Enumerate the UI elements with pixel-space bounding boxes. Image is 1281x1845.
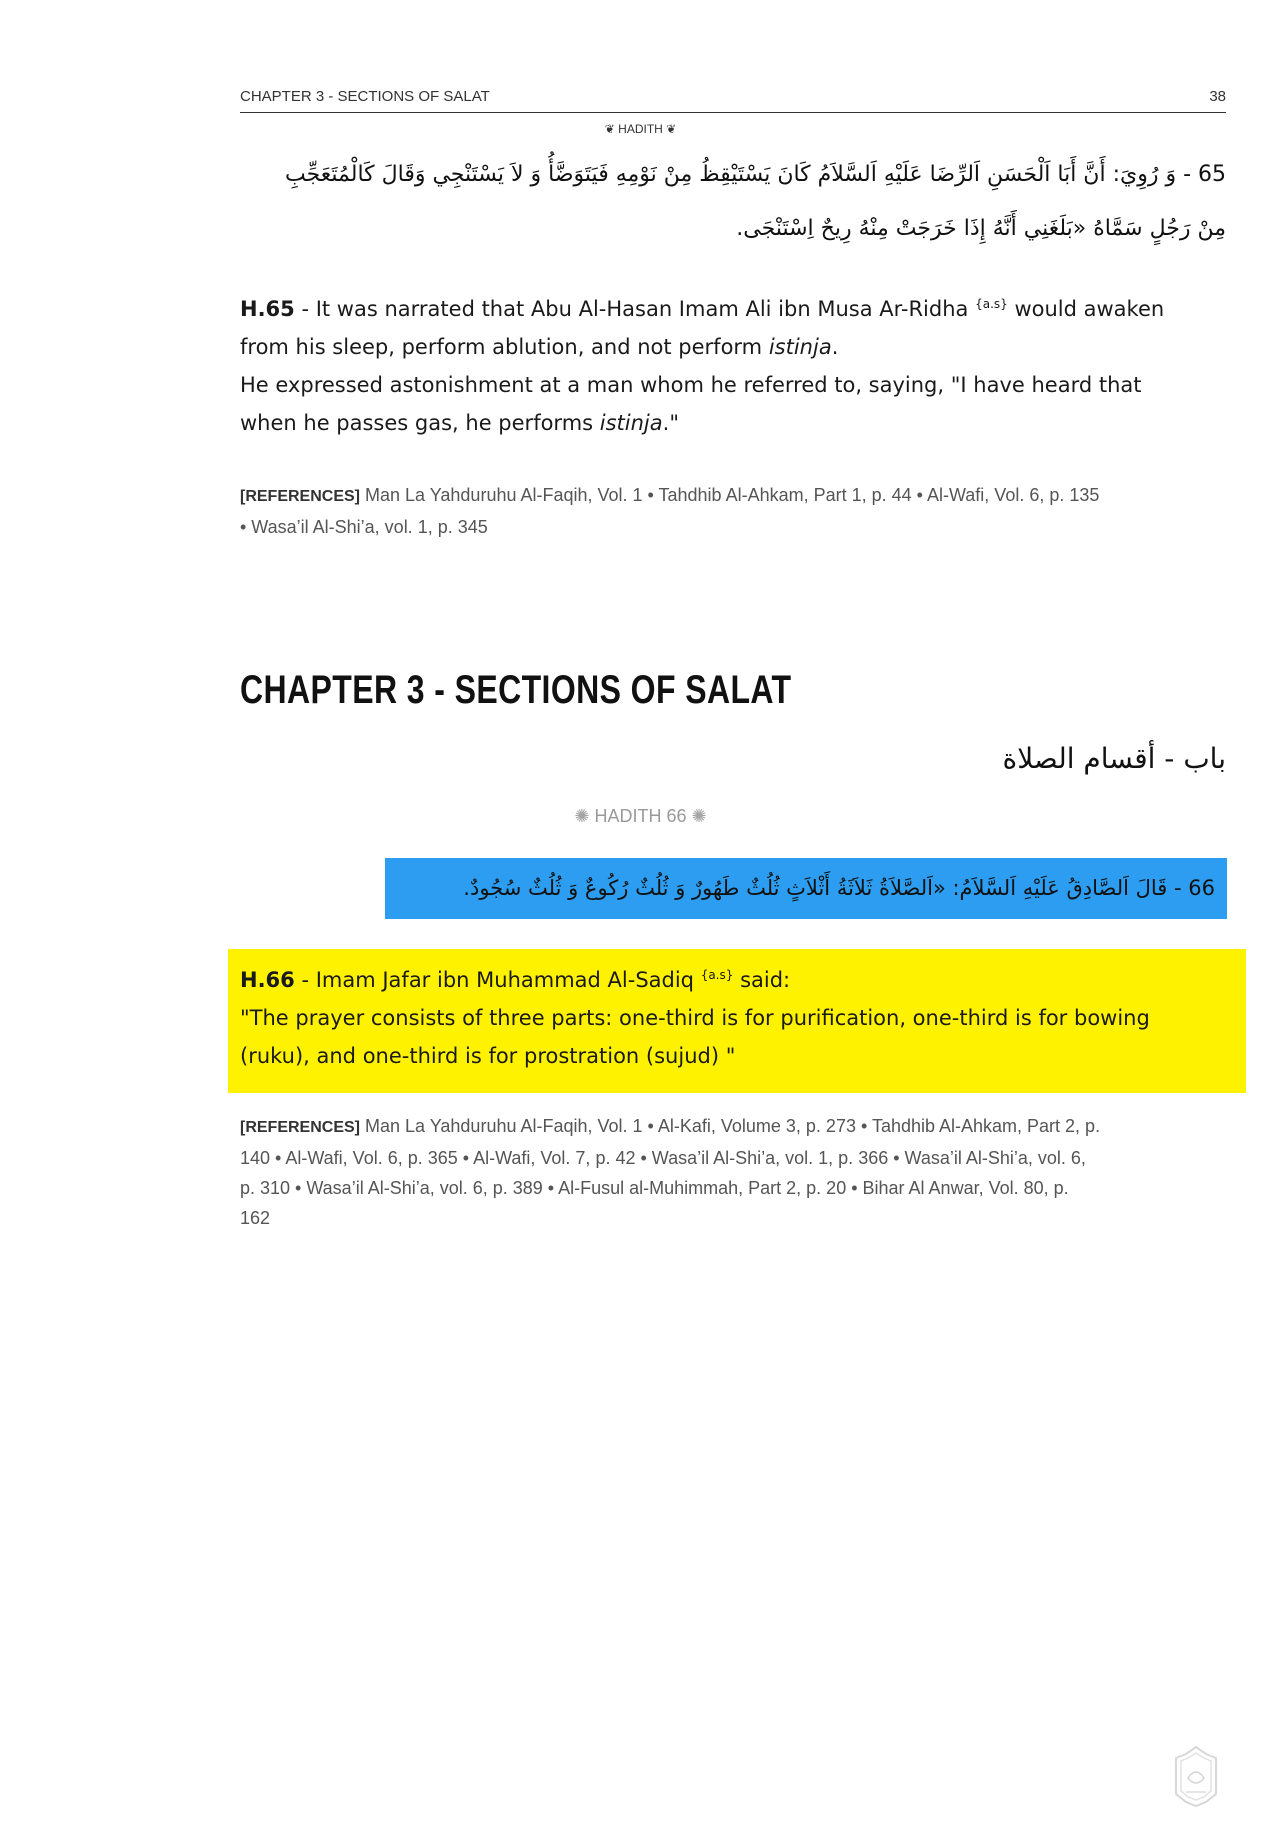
references-label: [REFERENCES] — [240, 488, 361, 505]
hadith-65-marker-label: HADITH — [618, 122, 663, 136]
references-label: [REFERENCES] — [240, 1119, 361, 1136]
references-line: 162 — [240, 1208, 271, 1228]
hadith-66-arabic: 66 - قَالَ اَلصَّادِقُ عَلَيْهِ اَلسَّلاَمُ: «اَلصَّلاَةُ ثَلاَثَةُ أَثْلاَثٍ ثُلُثٌ طَهُورٌ وَ ثُلُثٌ رُكُوعٌ وَ ثُلُثٌ سُجُودٌ. — [463, 876, 1215, 900]
hadith-66-references — [240, 1111, 1230, 1233]
translation-line: when he passes gas, he performs istinja." — [240, 411, 679, 435]
rosette-ornament-icon: ✺ — [574, 806, 590, 826]
hadith-65-id: H.65 — [240, 297, 295, 321]
hadith-65-arabic-line: 65 - وَ رُوِيَ: أَنَّ أَبَا اَلْحَسَنِ اَلرِّضَا عَلَيْهِ اَلسَّلاَمُ كَانَ يَسْتَيْقِظُ مِنْ نَوْمِهِ فَيَتَوَضَّأُ وَ لاَ يَسْتَنْجِي وَقَالَ كَالْمُتَعَجِّبِ — [284, 162, 1226, 187]
references-line: [REFERENCES] Man La Yahduruhu Al-Faqih, Vol. 1 • Tahdhib Al-Ahkam, Part 1, p. 44 • Al-Wafi, Vol. 6, p. 135 — [240, 485, 1100, 505]
publisher-emblem-icon — [1172, 1744, 1220, 1808]
hadith-65-arabic-line: مِنْ رَجُلٍ سَمَّاهُ «بَلَغَنِي أَنَّهُ إِذَا خَرَجَتْ مِنْهُ رِيحٌ اِسْتَنْجَى. — [736, 216, 1226, 241]
translation-line: (ruku), and one-third is for prostration (sujud) " — [240, 1044, 736, 1068]
honorific: {a.s} — [700, 968, 734, 982]
hadith-65-references — [240, 480, 1230, 542]
hadith-65-arabic — [240, 148, 1226, 256]
translation-line: He expressed astonishment at a man whom he referred to, saying, "I have heard that — [240, 373, 1142, 397]
hadith-66-translation — [240, 961, 1230, 1075]
translation-line: from his sleep, perform ablution, and not perform istinja. — [240, 335, 839, 359]
references-line: p. 310 • Wasa’il Al-Shi’a, vol. 6, p. 389 • Al-Fusul al-Muhimmah, Part 2, p. 20 • Bihar Al Anwar, Vol. 80, p. — [240, 1178, 1069, 1198]
hadith-66-arabic-highlight — [385, 858, 1227, 919]
hadith-66-marker — [0, 806, 1281, 827]
references-line: [REFERENCES] Man La Yahduruhu Al-Faqih, Vol. 1 • Al-Kafi, Volume 3, p. 273 • Tahdhib Al-Ahkam, Part 2, p. — [240, 1116, 1101, 1136]
translation-line: "The prayer consists of three parts: one-third is for purification, one-third is for bowing — [240, 1006, 1150, 1030]
hadith-66-translation-highlight — [228, 949, 1246, 1093]
ornament-right-icon: ❦ — [666, 122, 677, 136]
hadith-66-id: H.66 — [240, 968, 295, 992]
translation-line: H.65 - It was narrated that Abu Al-Hasan Imam Ali ibn Musa Ar-Ridha $^{\{a.s\}}$ would awaken — [240, 297, 1165, 321]
page-number: 38 — [1209, 88, 1226, 105]
hadith-65-marker — [0, 122, 1281, 136]
references-line: • Wasa’il Al-Shi’a, vol. 1, p. 345 — [240, 517, 488, 537]
translation-line: H.66 - Imam Jafar ibn Muhammad Al-Sadiq $^{\{a.s\}}$ said: — [240, 968, 791, 992]
rosette-ornament-icon: ✺ — [691, 806, 707, 826]
ornament-left-icon: ❦ — [604, 122, 615, 136]
hadith-65-translation — [240, 290, 1228, 442]
running-header-title: CHAPTER 3 - SECTIONS OF SALAT — [240, 88, 490, 105]
running-header — [240, 86, 1226, 113]
references-line: 140 • Al-Wafi, Vol. 6, p. 365 • Al-Wafi, Vol. 7, p. 42 • Wasa’il Al-Shi’a, vol. 1, p. 366 • Wasa’il Al-Shi’a, vol. 6, — [240, 1148, 1086, 1168]
chapter-title: CHAPTER 3 - SECTIONS OF SALAT — [240, 668, 792, 712]
chapter-arabic-title: باب - أقسام الصلاة — [1002, 742, 1226, 775]
honorific: {a.s} — [975, 297, 1008, 311]
hadith-66-marker-label: HADITH 66 — [594, 806, 687, 826]
